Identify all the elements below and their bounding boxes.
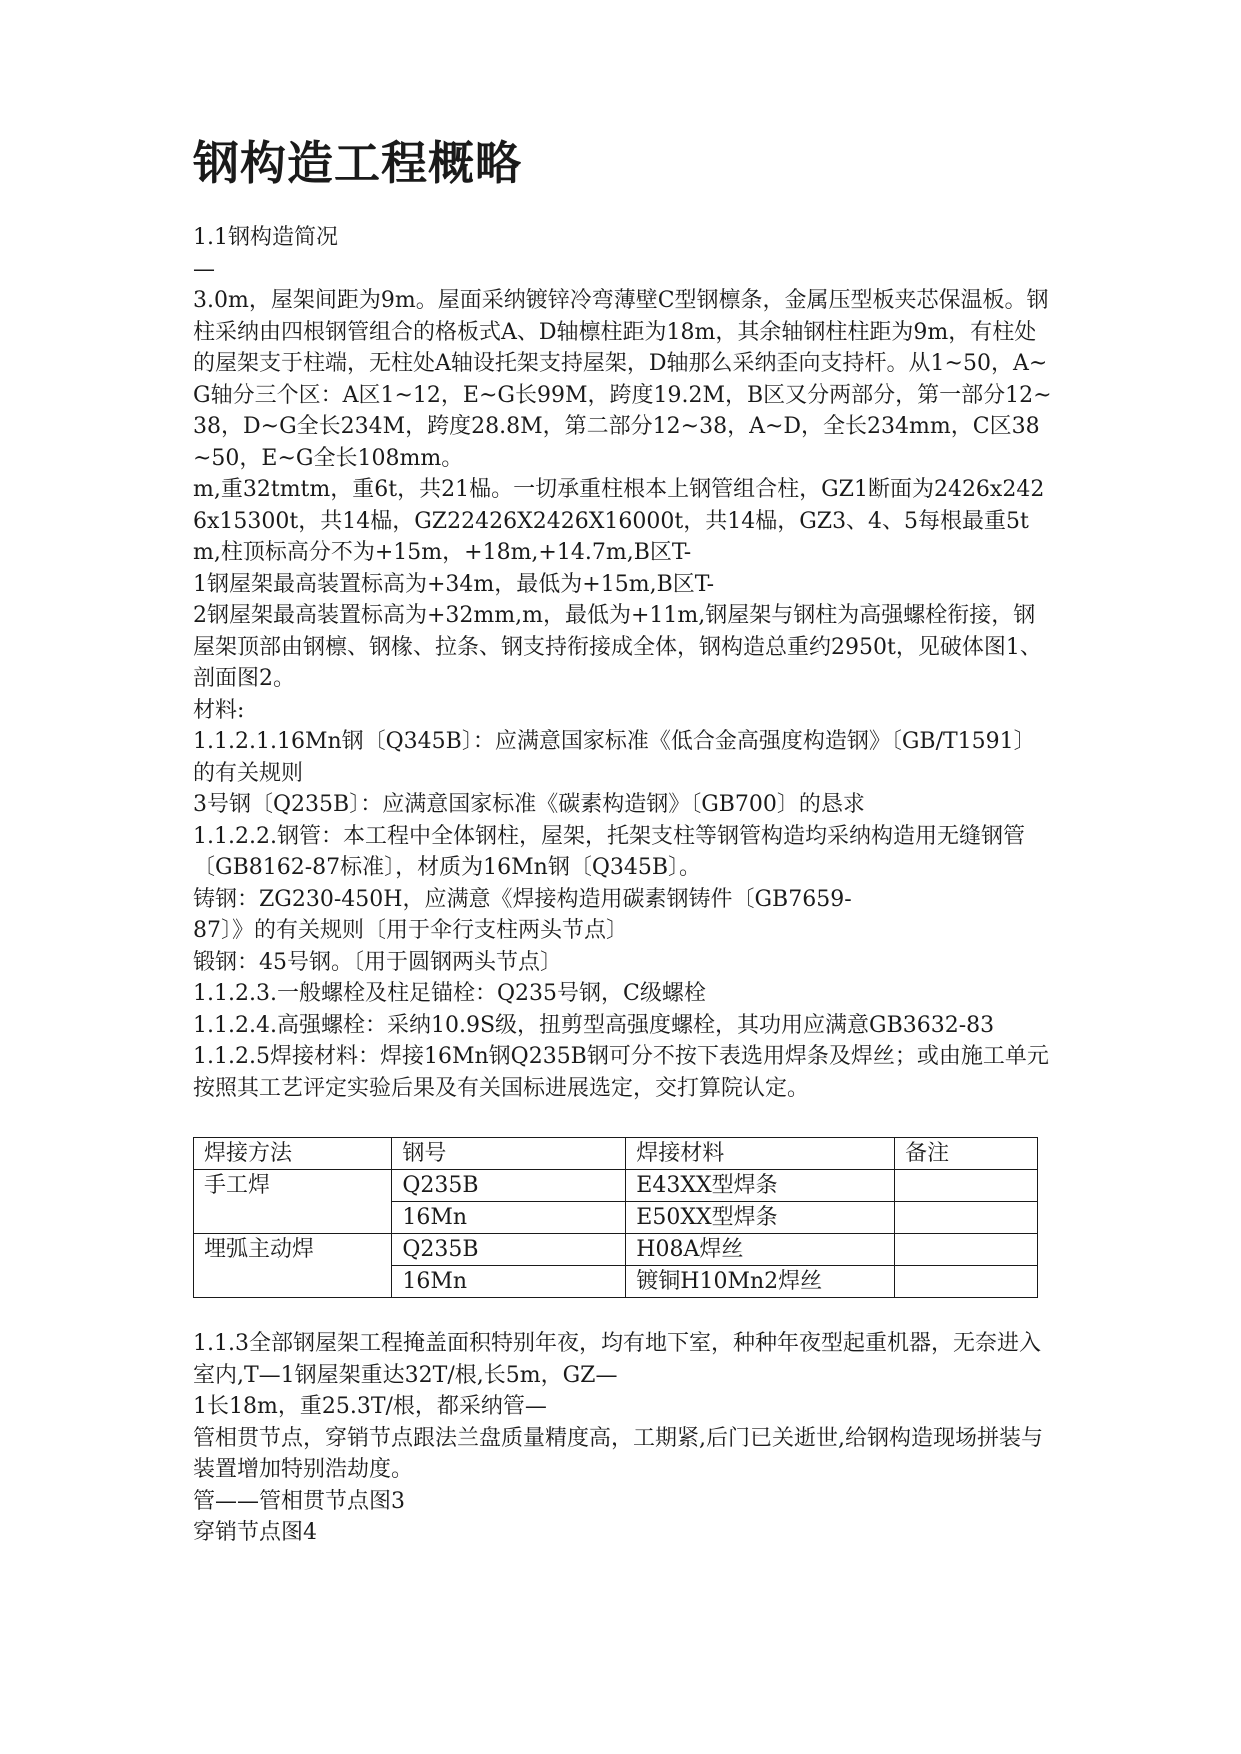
table-cell-steel: 16Mn: [392, 1202, 626, 1234]
table-row: [194, 1170, 1038, 1202]
table-cell-note: [895, 1170, 1038, 1202]
section-heading: 1.1钢构造简况: [193, 225, 338, 250]
paragraph: 锻钢：45号钢。〔用于圆钢两头节点〕: [193, 949, 562, 975]
document-content: [193, 128, 1053, 1549]
table-cell-note: [895, 1234, 1038, 1266]
table-header-cell: 焊接材料: [626, 1138, 895, 1170]
table-header-cell: 焊接方法: [194, 1138, 392, 1170]
document-title: 钢构造工程概略: [193, 136, 522, 190]
table-cell-material: 镀铜H10Mn2焊丝: [626, 1266, 895, 1298]
table-cell-material: E43XX型焊条: [626, 1170, 895, 1202]
table-row: [194, 1234, 1038, 1266]
paragraph: m,重32tmtm，重6t，共21榀。一切承重柱根本上钢管组合柱，GZ1断面为2426x2426x15300t，共14榀，GZ22426X2426X16000t，共14榀，GZ3、4、5每根最重5tm,柱顶标高分不为+15m，+18m,+14.7m,B区T-: [193, 477, 1045, 565]
paragraph: 1.1.2.2.钢管：本工程中全体钢柱，屋架，托架支柱等钢管构造均采纳构造用无缝钢管〔GB8162-87标准〕，材质为16Mn钢〔Q345B〕。: [193, 823, 1025, 880]
dash-line: —: [193, 256, 215, 282]
body-section-bottom: [193, 1328, 1053, 1549]
paragraph: 铸钢：ZG230-450H，应满意《焊接构造用碳素钢铸件〔GB7659-: [193, 886, 852, 912]
table-cell-note: [895, 1266, 1038, 1298]
materials-label: 材料:: [193, 697, 245, 723]
paragraph: 2钢屋架最高装置标高为+32mm,m，最低为+11m,钢屋架与钢柱为高强螺栓衔接，钢屋架顶部由钢檩、钢椽、拉条、钢支持衔接成全体，钢构造总重约2950t，见破体图1、剖面图2。: [193, 603, 1042, 691]
table-header-row: [194, 1138, 1038, 1170]
paragraph: 3.0m，屋架间距为9m。屋面采纳镀锌冷弯薄壁C型钢檩条，金属压型板夹芯保温板。钢柱采纳由四根钢管组合的格板式A、D轴檩柱距为18m，其余轴钢柱柱距为9m，有柱处的屋架支于柱端，无柱处A轴设托架支持屋架，D轴那么采纳歪向支持杆。从1~50，A~G轴分三个区：A区1~12，E~G长99M，跨度19.2M，B区又分两部分，第一部分12~38，D~G全长234M，跨度28.8M，第二部分12~38，A~D，全长234mm，C区38~50，E~G全长108mm。: [193, 288, 1052, 471]
paragraph: 1.1.3全部钢屋架工程掩盖面积特别年夜，均有地下室，种种年夜型起重机器，无奈进入室内,T—1钢屋架重达32T/根,长5m，GZ—: [193, 1331, 1041, 1388]
paragraph: 管相贯节点，穿销节点跟法兰盘质量精度高，工期紧,后门已关逝世,给钢构造现场拼装与装置增加特别浩劫度。: [193, 1425, 1043, 1482]
table-header-cell: 钢号: [392, 1138, 626, 1170]
paragraph: 1长18m，重25.3T/根，都采纳管—: [193, 1394, 547, 1419]
paragraph: 1.1.2.1.16Mn钢〔Q345B〕：应满意国家标准《低合金高强度构造钢》〔GB/T1591〕的有关规则: [193, 729, 1036, 786]
welding-table-wrap: [193, 1137, 1053, 1298]
table-header-cell: 备注: [895, 1138, 1038, 1170]
paragraph: 3号钢〔Q235B〕：应满意国家标准《碳素构造钢》〔GB700〕的恳求: [193, 792, 865, 817]
paragraph: 1钢屋架最高装置标高为+34m，最低为+15m,B区T-: [193, 571, 715, 597]
table-cell-material: H08A焊丝: [626, 1234, 895, 1266]
table-cell-steel: Q235B: [392, 1170, 626, 1202]
table-cell-steel: Q235B: [392, 1234, 626, 1266]
table-cell-method: 埋弧主动焊: [194, 1234, 392, 1298]
figure-caption: 穿销节点图4: [193, 1520, 317, 1545]
paragraph: 1.1.2.4.高强螺栓：采纳10.9S级，扭剪型高强度螺栓，其功用应满意GB3632-83: [193, 1012, 995, 1038]
table-cell-material: E50XX型焊条: [626, 1202, 895, 1234]
welding-table: [193, 1137, 1038, 1298]
paragraph: 1.1.2.3.一般螺栓及柱足锚栓：Q235号钢，C级螺栓: [193, 981, 706, 1006]
table-cell-method: 手工焊: [194, 1170, 392, 1234]
paragraph: 1.1.2.5焊接材料：焊接16Mn钢Q235B钢可分不按下表选用焊条及焊丝；或由施工单元按照其工艺评定实验后果及有关国标进展选定，交打算院认定。: [193, 1044, 1049, 1101]
table-cell-steel: 16Mn: [392, 1266, 626, 1298]
paragraph: 87〕》的有关规则〔用于伞行支柱两头节点〕: [193, 918, 628, 943]
body-section-top: [193, 222, 1053, 1104]
figure-caption: 管——管相贯节点图3: [193, 1488, 405, 1514]
table-cell-note: [895, 1202, 1038, 1234]
